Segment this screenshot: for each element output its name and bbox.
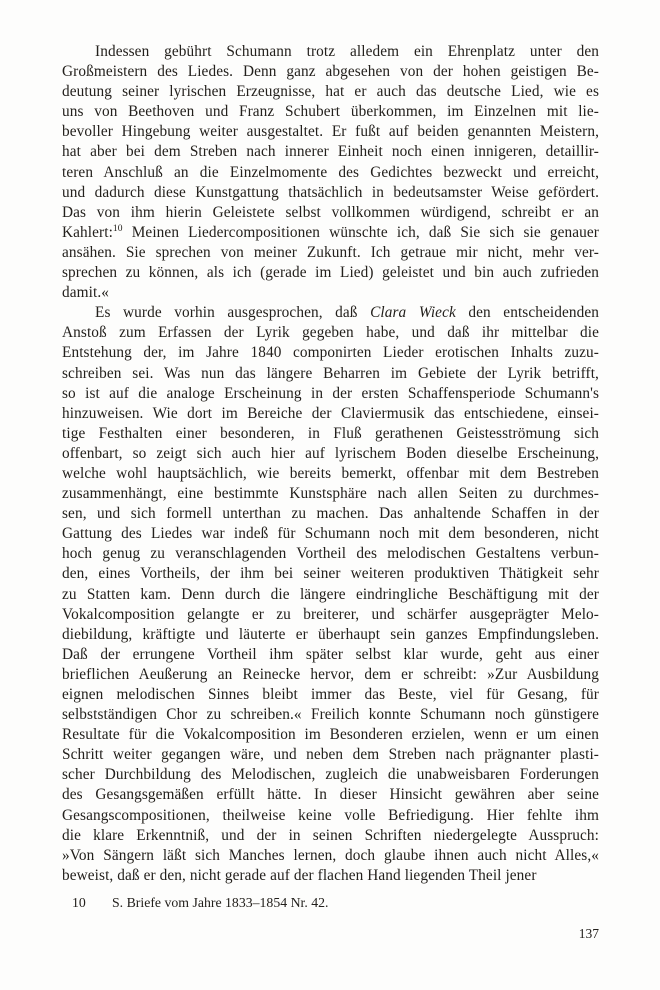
text-line: uns von Beethoven und Franz Schubert überkommen, im Einzelnen mit lie- [62,103,599,121]
text-line: offenbart, so zeigt sich auch hier auf lyrischem Boden dieselbe Erscheinung, [62,444,599,462]
text-line: Gattung des Liedes war indeß für Schumann noch mit dem besonderen, nicht [62,525,599,543]
text-line: Das von ihm hierin Geleistete selbst vollkommen würdigend, schreibt er an [62,203,599,221]
text-line: so ist auf die analoge Erscheinung in der ersten Schaffensperiode Schumann's [62,384,599,402]
text-line: die klare Erkenntniß, und der in seinen Schriften niedergelegte Ausspruch: [62,826,599,844]
text-line: damit.« [62,284,110,302]
text-line: »Von Sängern läßt sich Manches lernen, doch glaube ihnen auch nicht Alles,« [62,846,599,864]
page-number: 137 [578,926,599,941]
text-line: des Gesangsgemäßen erfüllt hätte. In dieser Hinsicht gewähren aber seine [62,786,599,804]
text-line: Daß der errungene Vortheil ihm später selbst klar wurde, geht aus einer [62,645,599,663]
text-line: scher Durchbildung des Melodischen, zugleich die unabweisbaren Forderungen [62,766,599,784]
text-line: ansähen. Sie sprechen von meiner Zukunft. Ich getraue mir nicht, mehr ver- [62,243,599,261]
text-line: Großmeistern des Liedes. Denn ganz abgesehen von der hohen geistigen Be- [62,63,599,81]
text-line: beweist, daß er den, nicht gerade auf der flachen Hand liegenden Theil jener [62,866,537,884]
text-line: selbstständigen Chor zu schreiben.« Freilich konnte Schumann noch günstigere [62,706,599,724]
text-line: diebildung, kräftigte und läuterte er überhaupt sein ganzes Empfindungsleben. [62,625,599,643]
text-line: hat aber bei dem Streben nach innerer Einheit noch einen innigeren, detaillir- [62,143,599,161]
footnote-text: S. Briefe vom Jahre 1833–1854 Nr. 42. [112,894,329,910]
text-line: teren Anschluß an die Einzelmomente des Gedichtes bezweckt und erreicht, [62,163,599,181]
page-text [62,42,599,886]
text-line: eignen melodischen Sinnes bleibt immer das Beste, viel für Gesang, für [62,686,599,703]
text-line: Vokalcomposition gelangte er zu breiterer, und schärfer ausgeprägter Melo- [62,605,599,623]
paragraph [62,42,599,303]
text-line: brieflichen Aeußerung an Reinecke hervor, dem er schreibt: »Zur Ausbildung [62,665,599,683]
text-line: Es wurde vorhin ausgesprochen, daß Clara Wieck den entscheidenden [95,304,599,322]
text-line: Anstoß zum Erfassen der Lyrik gegeben habe, und daß ihr mittelbar die [62,324,599,342]
text-line: sen, und sich formell unterthan zu machen. Das anhaltende Schaffen in der [62,505,599,523]
text-line: schreiben sei. Was nun das längere Beharren im Gebiete der Lyrik betrifft, [62,364,599,382]
text-line: den, eines Vortheils, der ihm bei seiner weiteren produktiven Thätigkeit sehr [62,565,599,583]
text-line: sprechen zu können, als ich (gerade im Lied) geleistet und bin auch zufrieden [62,264,599,282]
paragraph [62,303,599,886]
text-line: Gesangscompositionen, theilweise keine volle Befriedigung. Hier fehlte ihm [62,806,599,824]
footnote [62,894,599,912]
text-line: deutung seiner lyrischen Erzeugnisse, hat er auch das deutsche Lied, wie es [62,83,599,101]
text-line: Indessen gebührt Schumann trotz alledem ein Ehrenplatz unter den [95,43,599,60]
text-line: zusammenhängt, eine bestimmte Kunstsphäre nach allen Seiten zu durchmes- [62,485,599,503]
text-column [62,42,599,912]
text-line: und dadurch diese Kunstgattung thatsächlich in bedeutsamster Weise gefördert. [62,183,599,201]
text-line: hinzuweisen. Wie dort im Bereiche der Claviermusik das entschiedene, einsei- [62,404,599,422]
footnote-marker: 10 [72,894,86,910]
text-line: welche wohl hauptsächlich, wie bereits bemerkt, offenbar mit dem Bestreben [62,464,599,482]
text-line: Entstehung der, im Jahre 1840 componirten Lieder erotischen Inhalts zuzu- [62,344,599,362]
text-line: bevoller Hingebung weiter ausgestaltet. Er fußt auf beiden genannten Meistern, [62,123,599,141]
text-line: zu Statten kam. Denn durch die längere eindringliche Beschäftigung mit der [62,585,599,603]
text-line: Kahlert:$^{10}$ Meinen Liedercompositionen wünschte ich, daß Sie sich sie genauer [62,223,599,241]
text-line: hoch genug zu veranschlagenden Vortheil des melodischen Gestaltens verbun- [62,545,599,563]
text-line: tige Festhalten einer besonderen, in Fluß gerathenen Geistesströmung sich [62,424,599,442]
text-line: Resultate für die Vokalcomposition im Besonderen erzielen, wenn er um einen [62,726,599,744]
text-line: Schritt weiter gegangen wäre, und neben dem Streben nach prägnanter plasti- [62,746,599,764]
